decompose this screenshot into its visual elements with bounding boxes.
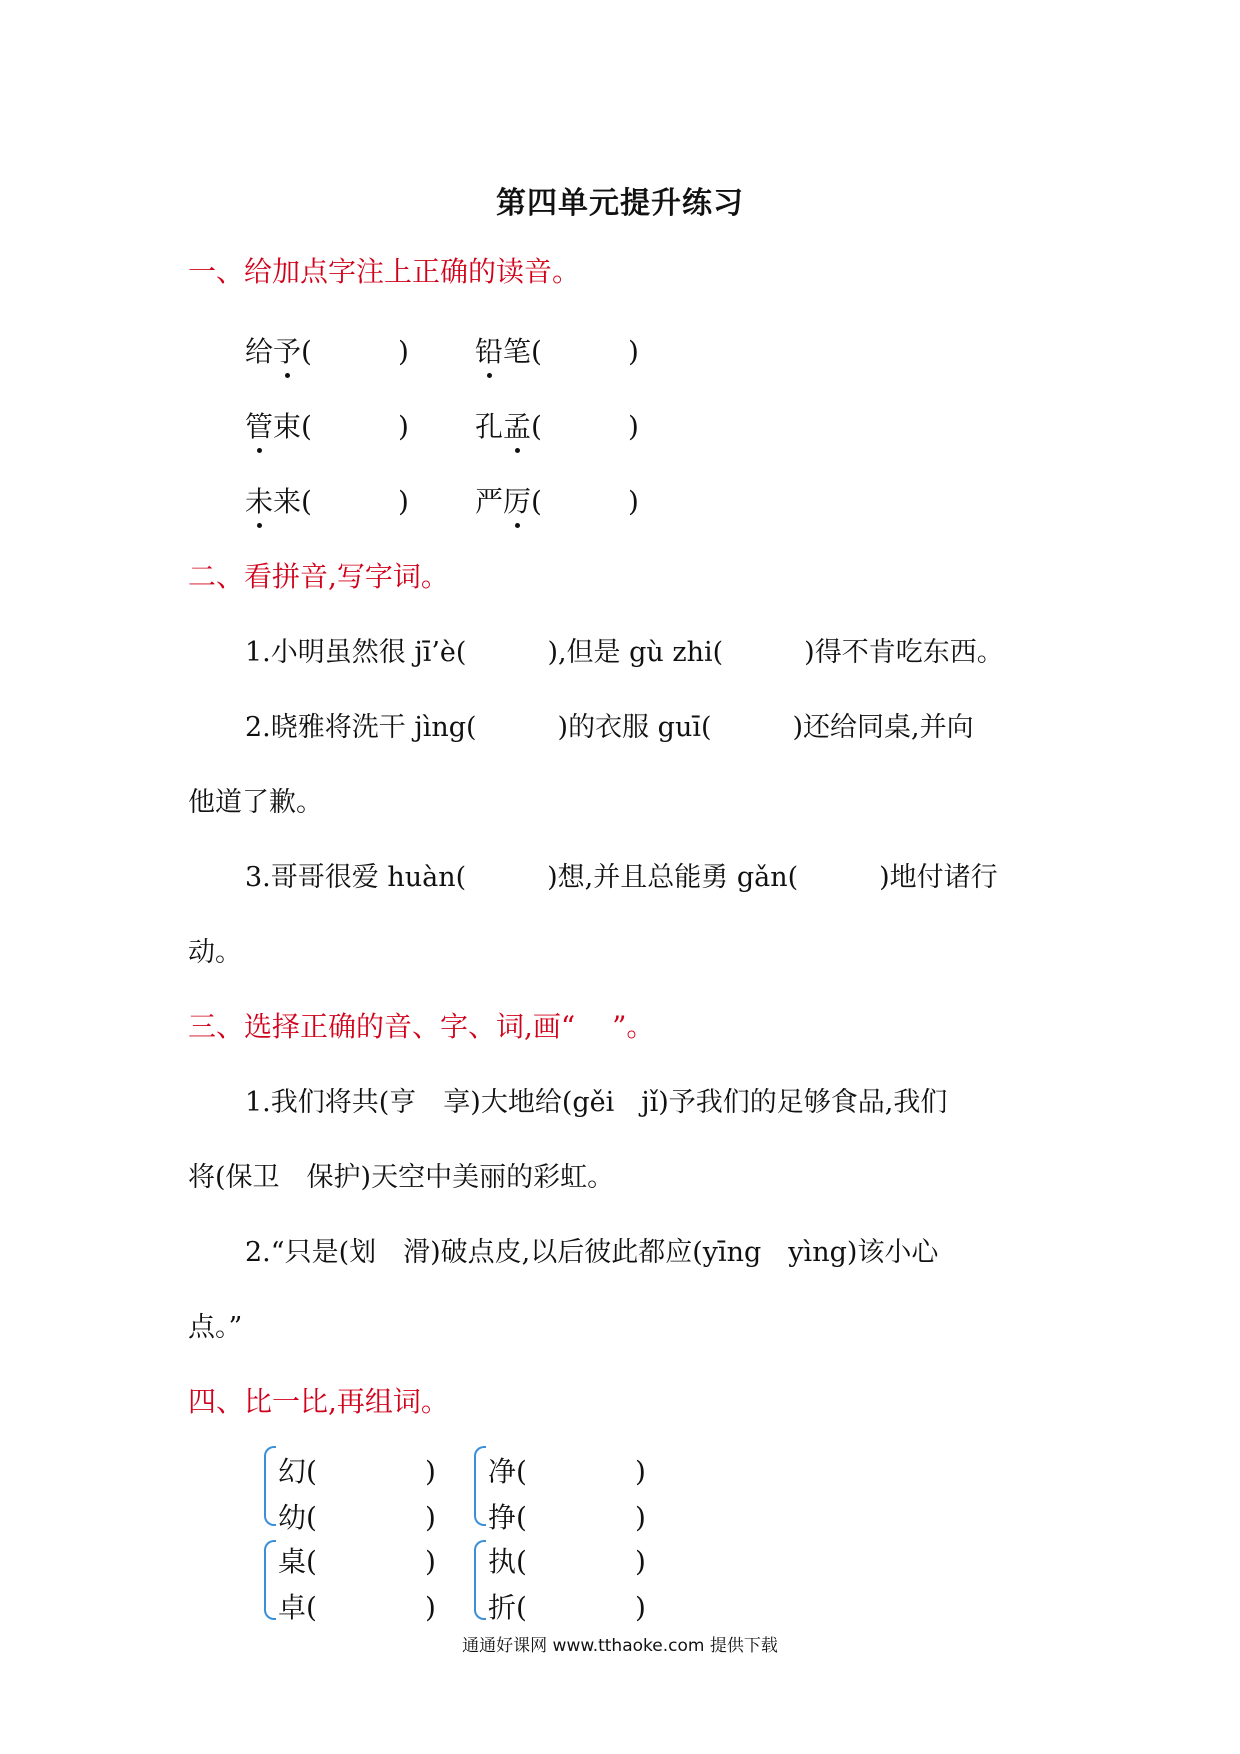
brace-group-3 <box>264 1540 276 1620</box>
brace-group-2 <box>474 1446 486 1526</box>
dotted-char: 孟 <box>503 405 531 445</box>
word-item: 净( ) <box>488 1455 646 1488</box>
paren-close: ) <box>627 335 639 368</box>
paren-close: ) <box>397 410 409 443</box>
word-item: 卓( ) <box>278 1591 436 1624</box>
s2-question-2-cont: 他道了歉。 <box>188 787 323 818</box>
paren-close: ) <box>627 485 639 518</box>
footer-credit: 通通好课网 www.tthaoke.com 提供下载 <box>462 1636 778 1656</box>
section-1-heading: 一、给加点字注上正确的读音。 <box>188 255 581 288</box>
section-2-heading: 二、看拼音,写字词。 <box>188 560 449 593</box>
s3-question-2-cont: 点。” <box>188 1312 243 1343</box>
pinyin-item-5 <box>245 480 409 520</box>
pinyin-item-6 <box>475 480 639 520</box>
s2-question-3: 3.哥哥很爱 huàn( )想,并且总能勇 gǎn( )地付诸行 <box>245 862 998 893</box>
dotted-char: 未 <box>245 480 273 520</box>
brace-group-4 <box>474 1540 486 1620</box>
page-title: 第四单元提升练习 <box>496 186 744 221</box>
word-item: 桌( ) <box>278 1545 436 1578</box>
s3-question-1: 1.我们将共(亨 享)大地给(gěi jǐ)予我们的足够食品,我们 <box>245 1087 948 1118</box>
paren-open: ( <box>531 410 542 443</box>
item-text: 笔 <box>503 335 532 368</box>
s2-question-1: 1.小明虽然很 jī’è( ),但是 gù zhi( )得不肯吃东西。 <box>245 637 1004 668</box>
paren-close: ) <box>397 335 409 368</box>
word-char: 挣 <box>488 1501 517 1534</box>
dotted-char: 予 <box>273 330 301 370</box>
paren-close: ) <box>397 485 409 518</box>
word-char: 幻 <box>278 1455 307 1488</box>
paren-open: ( <box>301 410 312 443</box>
word-item: 执( ) <box>488 1545 646 1578</box>
word-item: 幼( ) <box>278 1501 436 1534</box>
pinyin-item-1 <box>245 330 409 370</box>
word-item: 挣( ) <box>488 1501 646 1534</box>
pinyin-item-2 <box>475 330 639 370</box>
item-text: 严 <box>475 485 504 518</box>
word-char: 桌 <box>278 1545 307 1578</box>
s2-question-3-cont: 动。 <box>188 937 242 968</box>
paren-open: ( <box>531 485 542 518</box>
pinyin-item-4 <box>475 405 639 445</box>
section-4-heading: 四、比一比,再组词。 <box>188 1385 449 1418</box>
brace-group-1 <box>264 1446 276 1526</box>
paren-close: ) <box>627 410 639 443</box>
word-char: 幼 <box>278 1501 307 1534</box>
paren-open: ( <box>301 485 312 518</box>
paren-open: ( <box>301 335 312 368</box>
word-item: 折( ) <box>488 1591 646 1624</box>
word-char: 折 <box>488 1591 517 1624</box>
pinyin-item-3 <box>245 405 409 445</box>
dotted-char: 铅 <box>475 330 503 370</box>
item-text: 束 <box>273 410 302 443</box>
word-char: 执 <box>488 1545 517 1578</box>
dotted-char: 厉 <box>503 480 531 520</box>
word-char: 净 <box>488 1455 517 1488</box>
item-text: 孔 <box>475 410 504 443</box>
item-text: 来 <box>273 485 302 518</box>
dotted-char: 管 <box>245 405 273 445</box>
word-char: 卓 <box>278 1591 307 1624</box>
s2-question-2: 2.晓雅将洗干 jìng( )的衣服 guī( )还给同桌,并向 <box>245 712 974 743</box>
paren-open: ( <box>531 335 542 368</box>
word-item: 幻( ) <box>278 1455 436 1488</box>
s3-question-1-cont: 将(保卫 保护)天空中美丽的彩虹。 <box>188 1162 615 1193</box>
item-text: 给 <box>245 335 274 368</box>
section-3-heading: 三、选择正确的音、字、词,画“ ”。 <box>188 1010 655 1043</box>
s3-question-2: 2.“只是(划 滑)破点皮,以后彼此都应(yīng yìng)该小心 <box>245 1237 939 1268</box>
